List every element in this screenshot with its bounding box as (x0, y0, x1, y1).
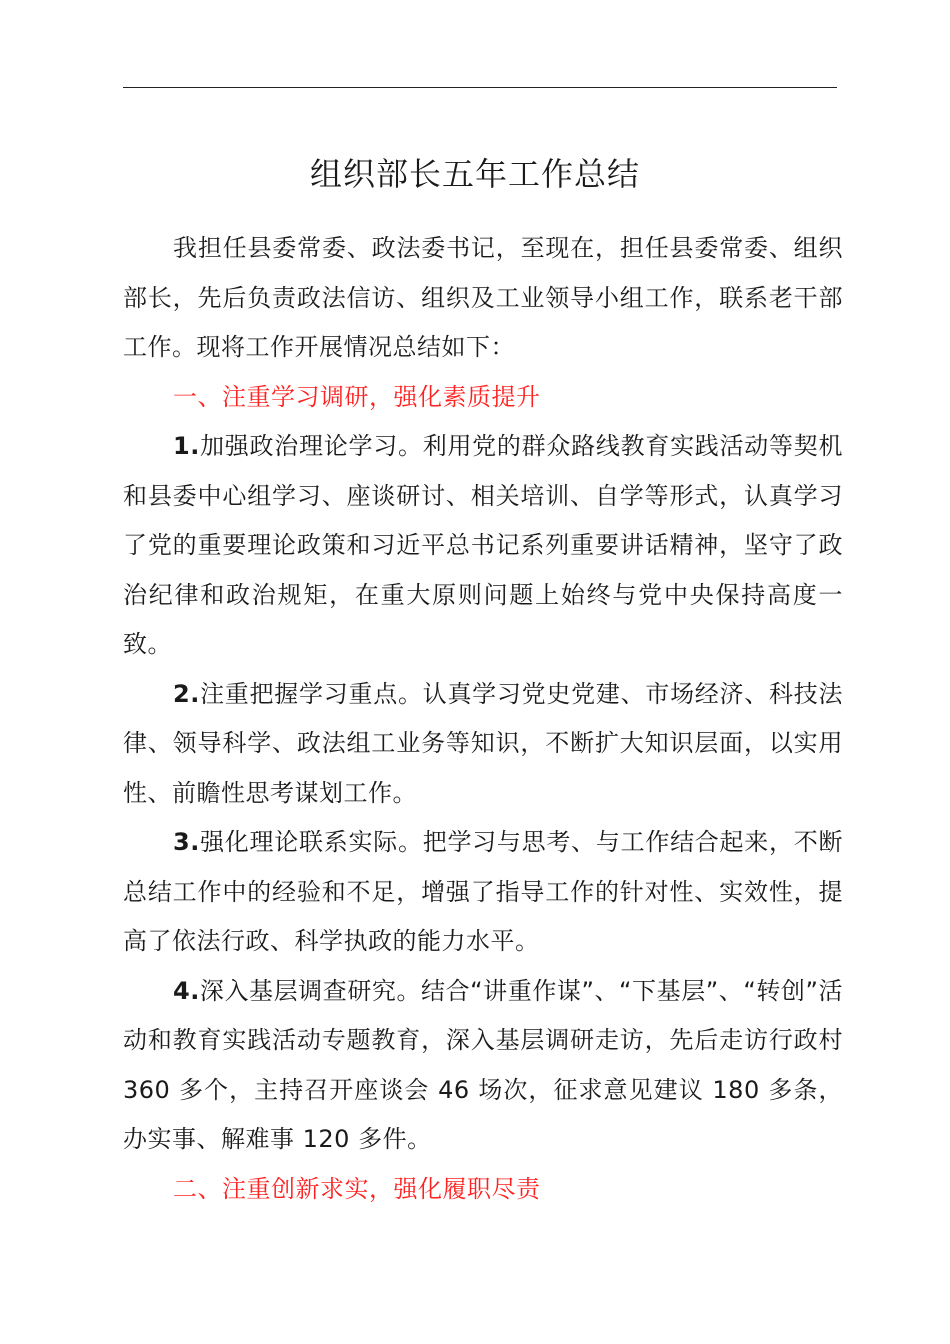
item-text: 注重把握学习重点。认真学习党史党建、市场经济、科技法律、领导科学、政法组工业务等知识，不断扩大知识层面，以实用性、前瞻性思考谋划工作。 (123, 679, 843, 807)
item-text: 深入基层调查研究。结合“讲重作谋”、“下基层”、“转创”活动和教育实践活动专题教育，深入基层调研走访，先后走访行政村 360 多个，主持召开座谈会 46 场次，征求意见建议 180 多条，办实事、解难事 120 多件。 (123, 976, 843, 1153)
document-body (123, 224, 843, 1214)
item-paragraph-1 (123, 422, 843, 670)
intro-paragraph: 我担任县委常委、政法委书记，至现在，担任县委常委、组织部长，先后负责政法信访、组织及工业领导小组工作，联系老干部工作。现将工作开展情况总结如下： (123, 234, 843, 361)
section-heading-2: 二、注重创新求实，强化履职尽责 (173, 1174, 541, 1203)
header-rule (123, 87, 837, 88)
item-number: 1. (173, 432, 200, 460)
item-text: 强化理论联系实际。把学习与思考、与工作结合起来，不断总结工作中的经验和不足，增强了指导工作的针对性、实效性，提高了依法行政、科学执政的能力水平。 (123, 828, 843, 955)
item-number: 4. (173, 976, 200, 1005)
item-text: 加强政治理论学习。利用党的群众路线教育实践活动等契机和县委中心组学习、座谈研讨、相关培训、自学等形式，认真学习了党的重要理论政策和习近平总书记系列重要讲话精神，坚守了政治纪律和政治规矩，在重大原则问题上始终与党中央保持高度一致。 (123, 432, 843, 658)
item-paragraph-3 (123, 818, 843, 967)
item-number: 2. (173, 679, 200, 708)
item-paragraph-2 (123, 670, 843, 819)
item-paragraph-4 (123, 967, 843, 1165)
section-heading-1: 一、注重学习调研，强化素质提升 (173, 382, 541, 411)
document-title: 组织部长五年工作总结 (309, 155, 640, 193)
item-number: 3. (173, 828, 200, 856)
